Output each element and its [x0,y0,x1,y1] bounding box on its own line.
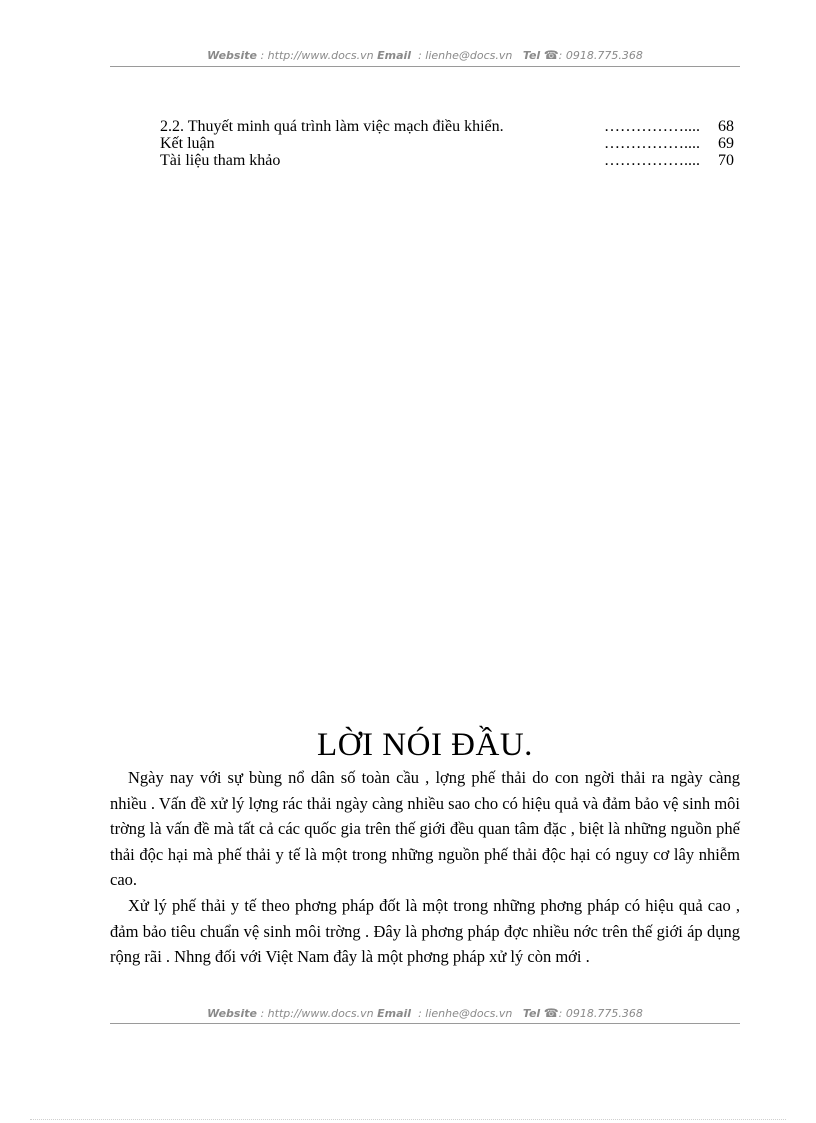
toc-entry[interactable] [160,152,740,169]
toc-entry[interactable] [160,118,740,135]
toc-entry-page: 69 [718,135,734,152]
toc-entry-leader: …………….... [604,135,700,152]
footer-email-label: Email [377,1007,412,1020]
page-bottom-border [30,1119,786,1120]
footer-tel-label: Tel [522,1007,541,1020]
header-tel-value: : 0918.775.368 [558,49,643,62]
toc-entry[interactable] [160,135,740,152]
header-website-label: Website [207,49,257,62]
footer-tel-value: : 0918.775.368 [558,1007,643,1020]
header-website-link[interactable]: : http://www.docs.vn [260,49,374,62]
toc-entry-page: 70 [718,152,734,169]
page-footer [110,1006,740,1020]
telephone-icon: ☎ [543,1006,559,1020]
section-title: LỜI NÓI ĐẦU. [317,727,533,763]
paragraph: Xử lý phế thải y tế theo phơng pháp đốt là một trong những phơng pháp có hiệu quả cao , đảm bảo tiêu chuẩn vệ sinh môi trờng . Đây là phơng pháp đợc nhiều nớc trên thế giới áp dụng rộng rãi . Nhng đối với Việt Nam đây là một phơng pháp xử lý còn mới . [110,895,740,967]
telephone-icon: ☎ [543,48,559,62]
toc-entry-title: Kết luận [160,135,215,152]
page-header [110,48,740,62]
paragraph: Ngày nay với sự bùng nổ dân số toàn cầu , lợng phế thải do con ngời thải ra ngày càng nhiều . Vấn đề xử lý lợng rác thải ngày càng nhiều sao cho có hiệu quả và đảm bảo vệ sinh môi trờng là vấn đề mà tất cả các quốc gia trên thế giới đều quan tâm đặc , biệt là những nguồn phế thải độc hại mà phế thải y tế là một trong những nguồn phế thải độc hại có nguy cơ lây nhiễm cao. [110,768,740,890]
table-of-contents [160,118,740,169]
header-email-label: Email [377,49,412,62]
header-divider [110,66,740,67]
footer-website-label: Website [207,1007,257,1020]
toc-entry-title: 2.2. Thuyết minh quá trình làm việc mạch điều khiển. [160,118,504,135]
footer-email-link[interactable]: : lienhe@docs.vn [418,1007,513,1020]
toc-entry-leader: …………….... [604,152,700,169]
header-email-link[interactable]: : lienhe@docs.vn [418,49,513,62]
footer-website-link[interactable]: : http://www.docs.vn [260,1007,374,1020]
footer-divider [110,1023,740,1024]
toc-entry-leader: …………….... [604,118,700,135]
toc-entry-title: Tài liệu tham khảo [160,152,281,169]
toc-entry-page: 68 [718,118,734,135]
section-body [110,765,740,970]
header-tel-label: Tel [522,49,541,62]
